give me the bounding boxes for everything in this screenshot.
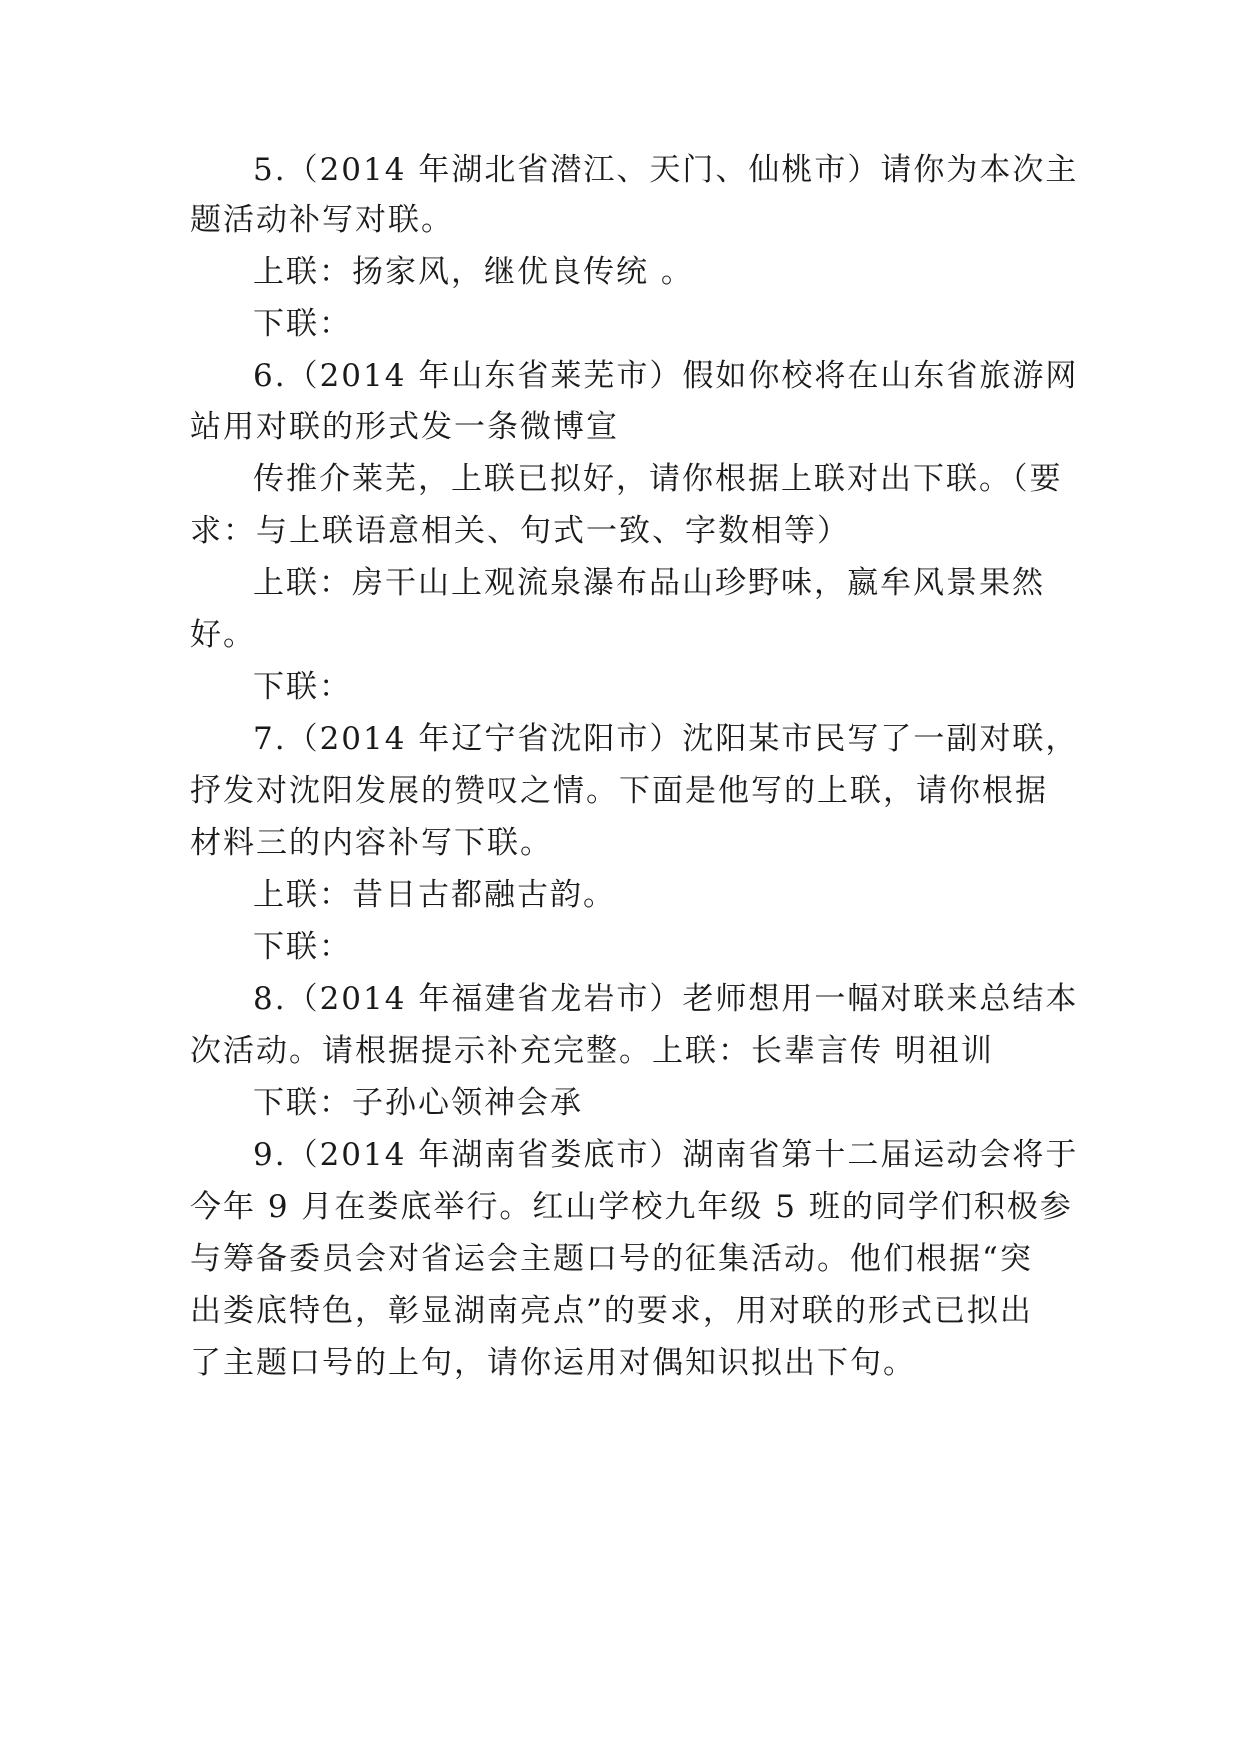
- question-8-lower-couplet: 下联：子孙心领神会承: [253, 1085, 583, 1121]
- question-9-line-1: 9.（2014 年湖南省娄底市）湖南省第十二届运动会将于: [253, 1137, 1079, 1173]
- question-9-line-4: 出娄底特色，彰显湖南亮点”的要求，用对联的形式已拟出: [190, 1293, 1033, 1329]
- question-7-line-3: 材料三的内容补写下联。: [190, 825, 553, 861]
- question-7-upper-couplet: 上联：昔日古都融古韵。: [253, 877, 616, 913]
- question-7-line-2: 抒发对沈阳发展的赞叹之情。下面是他写的上联，请你根据: [190, 773, 1048, 809]
- question-6-lower-couplet: 下联：: [253, 669, 352, 705]
- question-9-line-3: 与筹备委员会对省运会主题口号的征集活动。他们根据“突: [190, 1241, 1033, 1277]
- question-7-line-1: 7.（2014 年辽宁省沈阳市）沈阳某市民写了一副对联，: [253, 721, 1079, 757]
- question-6-upper-couplet: 上联：房干山上观流泉瀑布品山珍野味，嬴牟风景果然: [253, 565, 1045, 601]
- question-6-line-2: 站用对联的形式发一条微博宣: [190, 409, 619, 445]
- question-9-line-5: 了主题口号的上句，请你运用对偶知识拟出下句。: [190, 1345, 916, 1381]
- question-5-line-2: 题活动补写对联。: [190, 202, 454, 238]
- question-6-line-3: 传推介莱芜，上联已拟好，请你根据上联对出下联。（要: [253, 461, 1063, 497]
- question-9-line-2: 今年 9 月在娄底举行。红山学校九年级 5 班的同学们积极参: [190, 1189, 1073, 1225]
- question-7-lower-couplet: 下联：: [253, 929, 352, 965]
- question-6-line-1: 6.（2014 年山东省莱芜市）假如你校将在山东省旅游网: [253, 358, 1079, 394]
- question-6-line-4: 求：与上联语意相关、句式一致、字数相等）: [190, 513, 850, 549]
- question-8-line-2: 次活动。请根据提示补充完整。上联：长辈言传 明祖训: [190, 1033, 994, 1069]
- question-8-line-1: 8.（2014 年福建省龙岩市）老师想用一幅对联来总结本: [253, 981, 1079, 1017]
- question-5-lower-couplet: 下联：: [253, 306, 352, 342]
- question-5-upper-couplet: 上联：扬家风，继优良传统 。: [253, 254, 694, 290]
- question-5-line-1: 5.（2014 年湖北省潜江、天门、仙桃市）请你为本次主: [253, 152, 1079, 188]
- question-6-upper-couplet-cont: 好。: [190, 617, 256, 653]
